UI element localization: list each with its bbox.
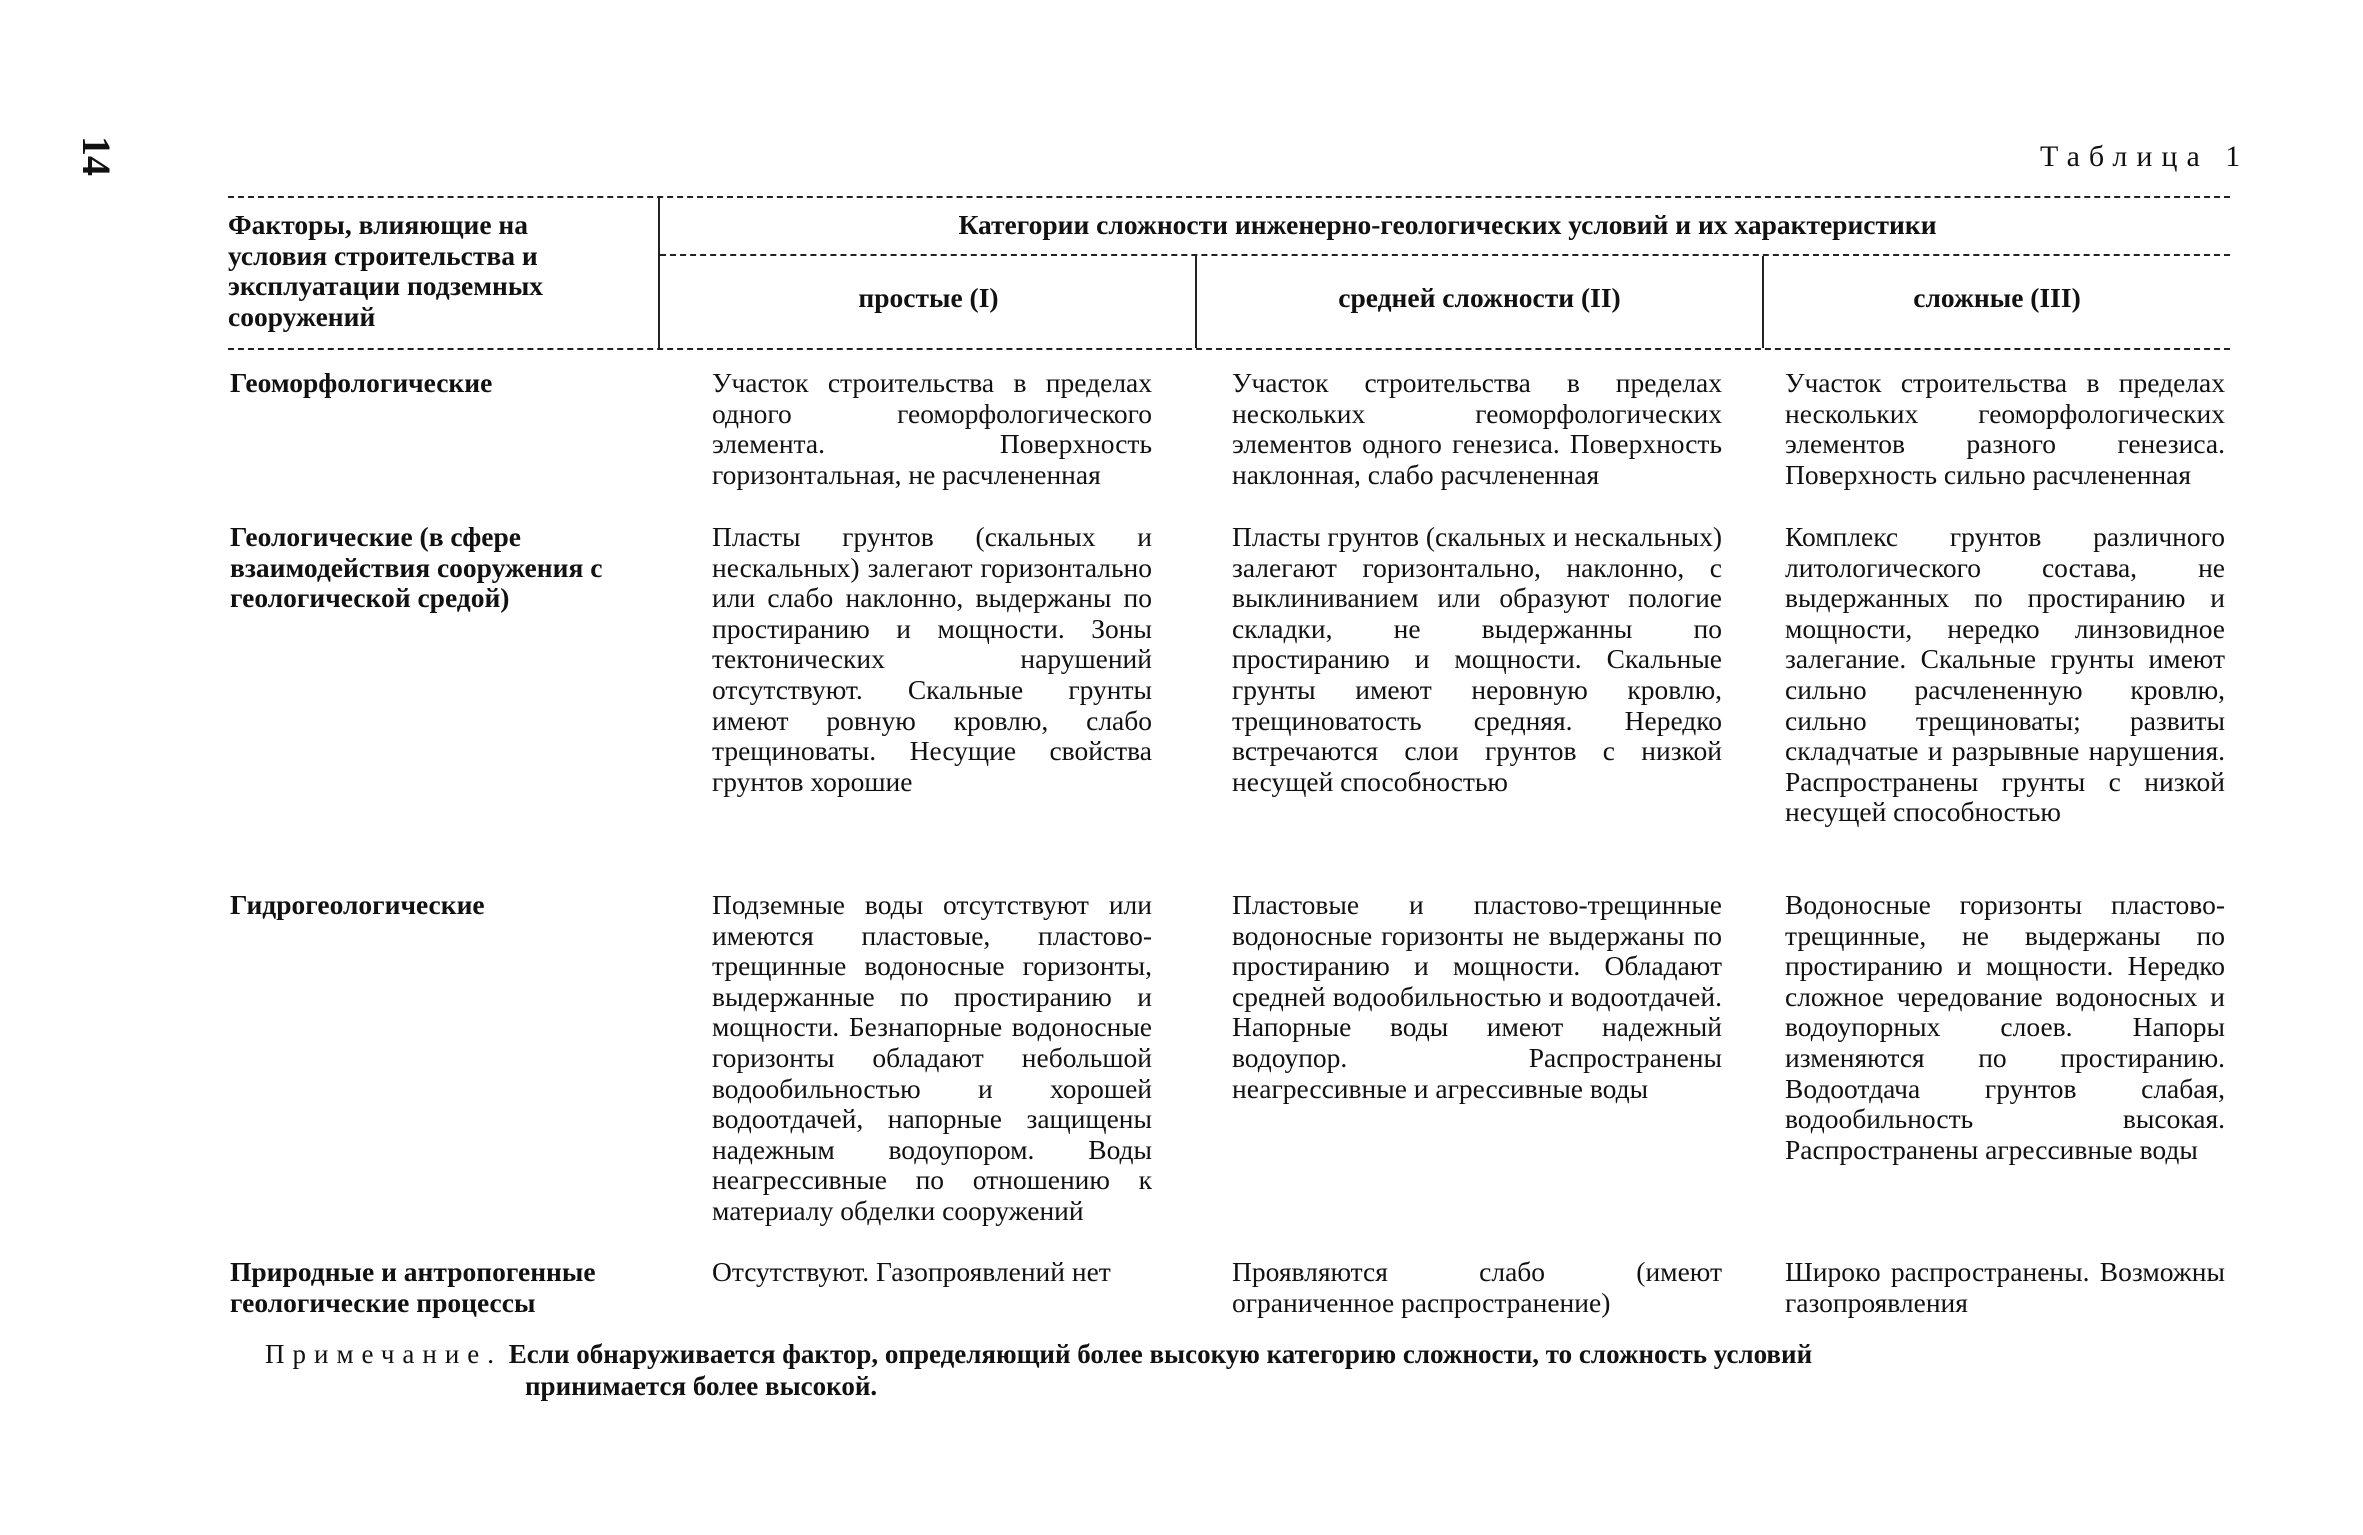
note-label: Примечание. [265, 1339, 503, 1369]
category-header-rule [660, 254, 2230, 256]
header-bottom-rule [228, 348, 2230, 350]
row-processes-complex: Широко распространены. Возможны газопроявления [1785, 1256, 2225, 1318]
page-number: 14 [74, 136, 119, 176]
row-hydrogeological-medium: Пластовые и пластово-трещинные водоносные горизонты не выдержаны по простиранию и мощности. Обладают средней водообильностью и водоотдачей. Напорные воды имеют надежный водоупор. Распространены неагрессивные и агрессивные воды [1232, 889, 1722, 1104]
row-geological-factor: Геологические (в сфере взаимодействия сооружения с геологической средой) [230, 521, 603, 614]
note-text: Если обнаруживается фактор, определяющий более высокую категорию сложности, то сложность условий [508, 1339, 1813, 1369]
table-top-rule [228, 196, 2230, 198]
row-geomorphological-complex: Участок строительства в пределах нескольких геоморфологических элементов разного генезиса. Поверхность сильно расчлененная [1785, 367, 2225, 490]
header-divider-factors [658, 198, 660, 348]
note-continuation: принимается более высокой. [525, 1371, 878, 1401]
header-complex: сложные (III) [1913, 282, 2081, 313]
row-processes-medium: Проявляются слабо (имеют ограниченное распространение) [1232, 1256, 1722, 1318]
header-factors: Факторы, влияющие на условия строительства и эксплуатации подземных сооружений [228, 209, 544, 332]
row-hydrogeological-factor: Гидрогеологические [230, 889, 485, 920]
row-geomorphological-factor: Геоморфологические [230, 367, 493, 398]
row-geological-simple: Пласты грунтов (скальных и нескальных) залегают горизонтально или слабо наклонно, выдержаны по простиранию и мощности. Зоны тектонических нарушений отсутствуют. Скальные грунты имеют ровную кровлю, слабо трещиноваты. Несущие свойства грунтов хорошие [712, 521, 1152, 797]
header-categories: Категории сложности инженерно-геологических условий и их характеристики [958, 209, 1937, 240]
row-processes-simple: Отсутствуют. Газопроявлений нет [712, 1256, 1111, 1287]
header-medium: средней сложности (II) [1338, 282, 1621, 313]
row-geomorphological-simple: Участок строительства в пределах одного геоморфологического элемента. Поверхность горизонтальная, не расчлененная [712, 367, 1152, 490]
row-geological-medium: Пласты грунтов (скальных и нескальных) залегают горизонтально, наклонно, с выклиниванием или образуют пологие складки, не выдержанны по простиранию и мощности. Скальные грунты имеют неровную кровлю, трещиноватость средняя. Нередко встречаются слои грунтов с низкой несущей способностью [1232, 521, 1722, 797]
row-hydrogeological-simple: Подземные воды отсутствуют или имеются пластовые, пластово-трещинные водоносные горизонты, выдержанные по простиранию и мощности. Безнапорные водоносные горизонты обладают небольшой водообильностью и хорошей водоотдачей, напорные защищены надежным водоупором. Воды неагрессивные по отношению к материалу обделки сооружений [712, 889, 1152, 1226]
table-caption: Таблица 1 [2040, 140, 2250, 173]
row-geomorphological-medium: Участок строительства в пределах нескольких геоморфологических элементов одного генезиса. Поверхность наклонная, слабо расчлененная [1232, 367, 1722, 490]
row-processes-factor: Природные и антропогенные геологические процессы [230, 1256, 596, 1318]
header-simple: простые (I) [858, 282, 999, 313]
row-geological-complex: Комплекс грунтов различного литологического состава, не выдержанных по простиранию и мощности, нередко линзовидное залегание. Скальные грунты имеют сильно расчлененную кровлю, сильно трещиноваты; развиты складчатые и разрывные нарушения. Распространены грунты с низкой несущей способностью [1785, 521, 2225, 828]
table-note [265, 1338, 2085, 1402]
row-hydrogeological-complex: Водоносные горизонты пластово-трещинные, не выдержаны по простиранию и мощности. Нередко сложное чередование водоносных и водоупорных слоев. Напоры изменяются по простиранию. Водоотдача грунтов слабая, водообильность высокая. Распространены агрессивные воды [1785, 889, 2225, 1165]
